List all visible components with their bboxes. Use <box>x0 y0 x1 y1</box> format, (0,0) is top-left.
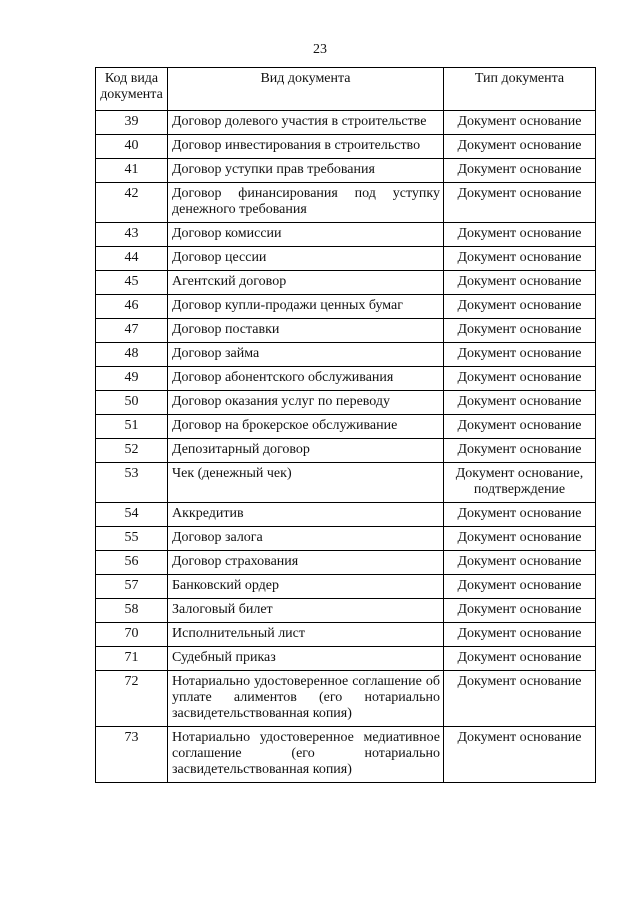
cell-type: Документ основание <box>444 551 596 575</box>
cell-code: 72 <box>96 671 168 727</box>
cell-type: Документ основание <box>444 599 596 623</box>
cell-type: Документ основание <box>444 319 596 343</box>
table-row <box>96 247 596 271</box>
table-header-row <box>96 68 596 111</box>
page-number: 23 <box>313 42 327 57</box>
cell-kind: Агентский договор <box>168 271 444 295</box>
cell-kind: Нотариально удостоверенное соглашение об уплате алиментов (его нотариально засвидетельствованная копия) <box>168 671 444 727</box>
cell-kind: Залоговый билет <box>168 599 444 623</box>
header-type: Тип документа <box>444 68 596 111</box>
header-code: Код вида документа <box>96 68 168 111</box>
table-row <box>96 111 596 135</box>
cell-kind: Договор долевого участия в строительстве <box>168 111 444 135</box>
cell-kind: Договор оказания услуг по переводу <box>168 391 444 415</box>
cell-type: Документ основание <box>444 391 596 415</box>
cell-code: 49 <box>96 367 168 391</box>
cell-kind: Исполнительный лист <box>168 623 444 647</box>
table-row <box>96 599 596 623</box>
cell-type: Документ основание <box>444 183 596 223</box>
cell-type: Документ основание <box>444 343 596 367</box>
cell-kind: Аккредитив <box>168 503 444 527</box>
cell-code: 48 <box>96 343 168 367</box>
table-row <box>96 319 596 343</box>
cell-code: 41 <box>96 159 168 183</box>
cell-type: Документ основание <box>444 671 596 727</box>
table-row <box>96 503 596 527</box>
cell-type: Документ основание <box>444 295 596 319</box>
cell-kind: Договор страхования <box>168 551 444 575</box>
cell-code: 47 <box>96 319 168 343</box>
cell-type: Документ основание <box>444 223 596 247</box>
cell-code: 43 <box>96 223 168 247</box>
cell-type: Документ основание <box>444 623 596 647</box>
cell-code: 50 <box>96 391 168 415</box>
cell-type: Документ основание <box>444 247 596 271</box>
cell-type: Документ основание <box>444 367 596 391</box>
cell-code: 44 <box>96 247 168 271</box>
cell-kind: Договор цессии <box>168 247 444 271</box>
cell-code: 46 <box>96 295 168 319</box>
cell-kind: Договор уступки прав требования <box>168 159 444 183</box>
table-row <box>96 527 596 551</box>
cell-kind: Нотариально удостоверенное медиативное соглашение (его нотариально засвидетельствованная копия) <box>168 727 444 783</box>
table-row <box>96 343 596 367</box>
cell-type: Документ основание <box>444 439 596 463</box>
cell-code: 51 <box>96 415 168 439</box>
cell-type: Документ основание <box>444 271 596 295</box>
cell-code: 53 <box>96 463 168 503</box>
cell-kind: Договор поставки <box>168 319 444 343</box>
cell-kind: Договор финансирования под уступку денежного требования <box>168 183 444 223</box>
cell-code: 55 <box>96 527 168 551</box>
table-row <box>96 647 596 671</box>
table-row <box>96 575 596 599</box>
cell-code: 45 <box>96 271 168 295</box>
cell-type: Документ основание <box>444 503 596 527</box>
cell-code: 52 <box>96 439 168 463</box>
cell-kind: Договор абонентского обслуживания <box>168 367 444 391</box>
cell-code: 70 <box>96 623 168 647</box>
table-row <box>96 183 596 223</box>
table-row <box>96 727 596 783</box>
cell-type: Документ основание <box>444 727 596 783</box>
table-row <box>96 391 596 415</box>
table-row <box>96 415 596 439</box>
table-row <box>96 367 596 391</box>
cell-code: 40 <box>96 135 168 159</box>
cell-code: 42 <box>96 183 168 223</box>
cell-code: 39 <box>96 111 168 135</box>
cell-kind: Депозитарный договор <box>168 439 444 463</box>
table-row <box>96 551 596 575</box>
cell-type: Документ основание <box>444 415 596 439</box>
cell-type: Документ основание <box>444 575 596 599</box>
cell-type: Документ основание <box>444 159 596 183</box>
cell-kind: Договор залога <box>168 527 444 551</box>
cell-code: 54 <box>96 503 168 527</box>
document-types-table <box>95 67 596 783</box>
cell-type: Документ основание, подтверждение <box>444 463 596 503</box>
cell-code: 56 <box>96 551 168 575</box>
table-row <box>96 135 596 159</box>
table-row <box>96 463 596 503</box>
cell-type: Документ основание <box>444 135 596 159</box>
cell-kind: Судебный приказ <box>168 647 444 671</box>
cell-type: Документ основание <box>444 647 596 671</box>
cell-kind: Договор на брокерское обслуживание <box>168 415 444 439</box>
table-row <box>96 159 596 183</box>
header-kind: Вид документа <box>168 68 444 111</box>
cell-type: Документ основание <box>444 111 596 135</box>
cell-type: Документ основание <box>444 527 596 551</box>
cell-code: 58 <box>96 599 168 623</box>
cell-code: 73 <box>96 727 168 783</box>
cell-code: 57 <box>96 575 168 599</box>
cell-kind: Договор займа <box>168 343 444 367</box>
cell-code: 71 <box>96 647 168 671</box>
cell-kind: Чек (денежный чек) <box>168 463 444 503</box>
cell-kind: Банковский ордер <box>168 575 444 599</box>
table-row <box>96 623 596 647</box>
table-row <box>96 439 596 463</box>
cell-kind: Договор купли-продажи ценных бумаг <box>168 295 444 319</box>
table-row <box>96 295 596 319</box>
table-row <box>96 671 596 727</box>
table-row <box>96 223 596 247</box>
cell-kind: Договор комиссии <box>168 223 444 247</box>
table-row <box>96 271 596 295</box>
cell-kind: Договор инвестирования в строительство <box>168 135 444 159</box>
